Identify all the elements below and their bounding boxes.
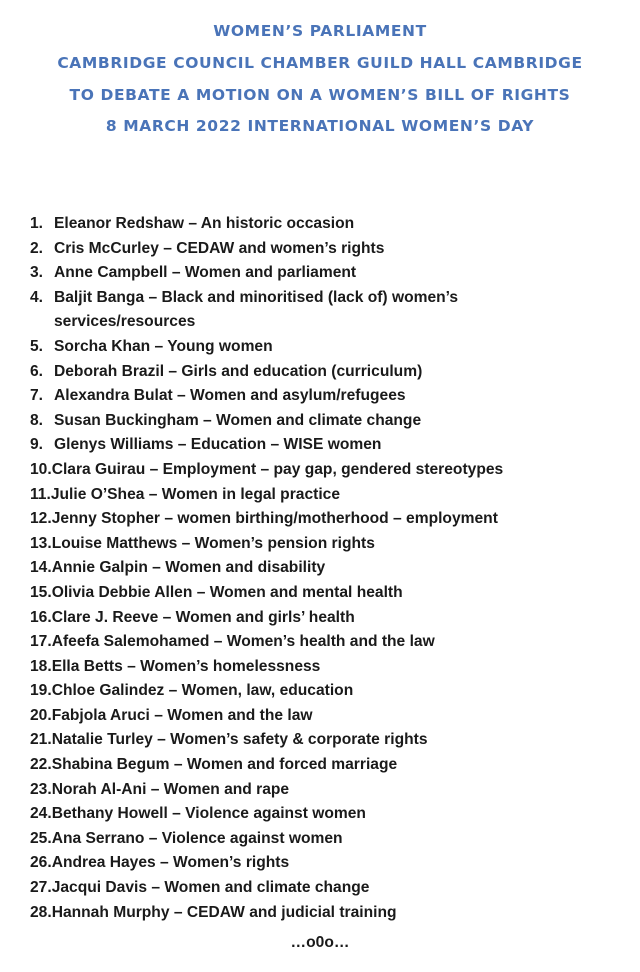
item-number: 27. bbox=[30, 879, 52, 897]
list-item bbox=[30, 556, 630, 581]
list-item bbox=[30, 384, 630, 409]
item-text: Anne Campbell – Women and parliament bbox=[54, 264, 357, 282]
speaker-list bbox=[30, 212, 630, 925]
list-item bbox=[30, 458, 630, 483]
list-item bbox=[30, 433, 630, 458]
item-number: 23. bbox=[30, 780, 52, 798]
item-number: 8. bbox=[30, 411, 44, 429]
item-text: Julie O’Shea – Women in legal practice bbox=[50, 485, 340, 503]
item-text: Alexandra Bulat – Women and asylum/refugees bbox=[54, 387, 406, 405]
item-number: 3. bbox=[30, 264, 44, 282]
list-item bbox=[30, 507, 630, 532]
item-text: Clare J. Reeve – Women and girls’ health bbox=[51, 608, 355, 626]
item-number: 6. bbox=[30, 362, 44, 380]
header-title: WOMEN’S PARLIAMENT bbox=[213, 22, 427, 40]
item-number: 26. bbox=[30, 854, 52, 872]
item-text: Olivia Debbie Allen – Women and mental health bbox=[51, 583, 403, 601]
item-number: 5. bbox=[30, 337, 44, 355]
item-number: 20. bbox=[30, 706, 52, 724]
item-text: Afeefa Salemohamed – Women’s health and the law bbox=[51, 633, 435, 651]
item-number: 9. bbox=[30, 436, 44, 454]
item-number: 25. bbox=[30, 829, 52, 847]
list-item bbox=[30, 581, 630, 606]
item-text: Ella Betts – Women’s homelessness bbox=[51, 657, 321, 675]
list-item bbox=[30, 802, 630, 827]
item-text: Andrea Hayes – Women’s rights bbox=[51, 854, 290, 872]
item-number: 24. bbox=[30, 805, 52, 823]
item-text: Fabjola Aruci – Women and the law bbox=[51, 706, 313, 724]
header-date: 8 MARCH 2022 INTERNATIONAL WOMEN’S DAY bbox=[105, 117, 535, 135]
item-number: 10. bbox=[30, 460, 52, 478]
list-item bbox=[30, 212, 630, 237]
list-item bbox=[30, 237, 630, 262]
item-number: 16. bbox=[30, 608, 52, 626]
list-item bbox=[30, 679, 630, 704]
list-item bbox=[30, 630, 630, 655]
item-text: Hannah Murphy – CEDAW and judicial training bbox=[51, 903, 397, 921]
item-text: Baljit Banga – Black and minoritised (lack of) women’s services/resources bbox=[54, 288, 459, 331]
item-text: Louise Matthews – Women’s pension rights bbox=[51, 534, 375, 552]
item-text: Deborah Brazil – Girls and education (curriculum) bbox=[54, 362, 423, 380]
item-number: 15. bbox=[30, 583, 52, 601]
item-text: Sorcha Khan – Young women bbox=[54, 337, 273, 355]
list-item bbox=[30, 753, 630, 778]
item-number: 18. bbox=[30, 657, 52, 675]
item-text: Annie Galpin – Women and disability bbox=[51, 559, 326, 577]
list-item bbox=[30, 286, 630, 335]
list-item bbox=[30, 261, 630, 286]
item-text: Glenys Williams – Education – WISE women bbox=[54, 436, 382, 454]
item-number: 11. bbox=[30, 485, 51, 503]
item-text: Norah Al-Ani – Women and rape bbox=[51, 780, 290, 798]
item-number: 14. bbox=[30, 559, 52, 577]
item-number: 4. bbox=[30, 288, 44, 306]
item-number: 28. bbox=[30, 903, 52, 921]
item-text: Natalie Turley – Women’s safety & corporate rights bbox=[51, 731, 428, 749]
item-number: 22. bbox=[30, 756, 52, 774]
item-number: 21. bbox=[30, 731, 52, 749]
item-text: Jenny Stopher – women birthing/motherhood – employment bbox=[51, 510, 498, 528]
item-number: 7. bbox=[30, 387, 44, 405]
list-item bbox=[30, 851, 630, 876]
item-text: Susan Buckingham – Women and climate change bbox=[54, 411, 422, 429]
item-text: Ana Serrano – Violence against women bbox=[51, 829, 343, 847]
list-item bbox=[30, 876, 630, 901]
list-item bbox=[30, 483, 630, 508]
list-item bbox=[30, 655, 630, 680]
item-text: Cris McCurley – CEDAW and women’s rights bbox=[54, 239, 385, 257]
header-venue: CAMBRIDGE COUNCIL CHAMBER GUILD HALL CAMBRIDGE bbox=[57, 54, 583, 72]
list-item bbox=[30, 901, 630, 926]
item-number: 12. bbox=[30, 510, 52, 528]
list-item bbox=[30, 827, 630, 852]
item-text: Bethany Howell – Violence against women bbox=[51, 805, 366, 823]
list-item bbox=[30, 728, 630, 753]
item-text: Shabina Begum – Women and forced marriage bbox=[51, 756, 398, 774]
end-mark: …o0o… bbox=[290, 934, 350, 951]
item-number: 17. bbox=[30, 633, 52, 651]
item-text: Eleanor Redshaw – An historic occasion bbox=[54, 215, 355, 232]
item-number: 13. bbox=[30, 534, 52, 552]
list-item bbox=[30, 606, 630, 631]
item-number: 2. bbox=[30, 239, 44, 257]
list-item bbox=[30, 335, 630, 360]
item-text: Chloe Galindez – Women, law, education bbox=[51, 682, 354, 700]
list-item bbox=[30, 409, 630, 434]
header-motion: TO DEBATE A MOTION ON A WOMEN’S BILL OF RIGHTS bbox=[69, 86, 571, 104]
list-item bbox=[30, 704, 630, 729]
item-text: Clara Guirau – Employment – pay gap, gendered stereotypes bbox=[51, 460, 504, 478]
list-item bbox=[30, 778, 630, 803]
item-number: 1. bbox=[30, 215, 44, 232]
list-item bbox=[30, 532, 630, 557]
item-number: 19. bbox=[30, 682, 52, 700]
item-text: Jacqui Davis – Women and climate change bbox=[51, 879, 370, 897]
list-item bbox=[30, 360, 630, 385]
